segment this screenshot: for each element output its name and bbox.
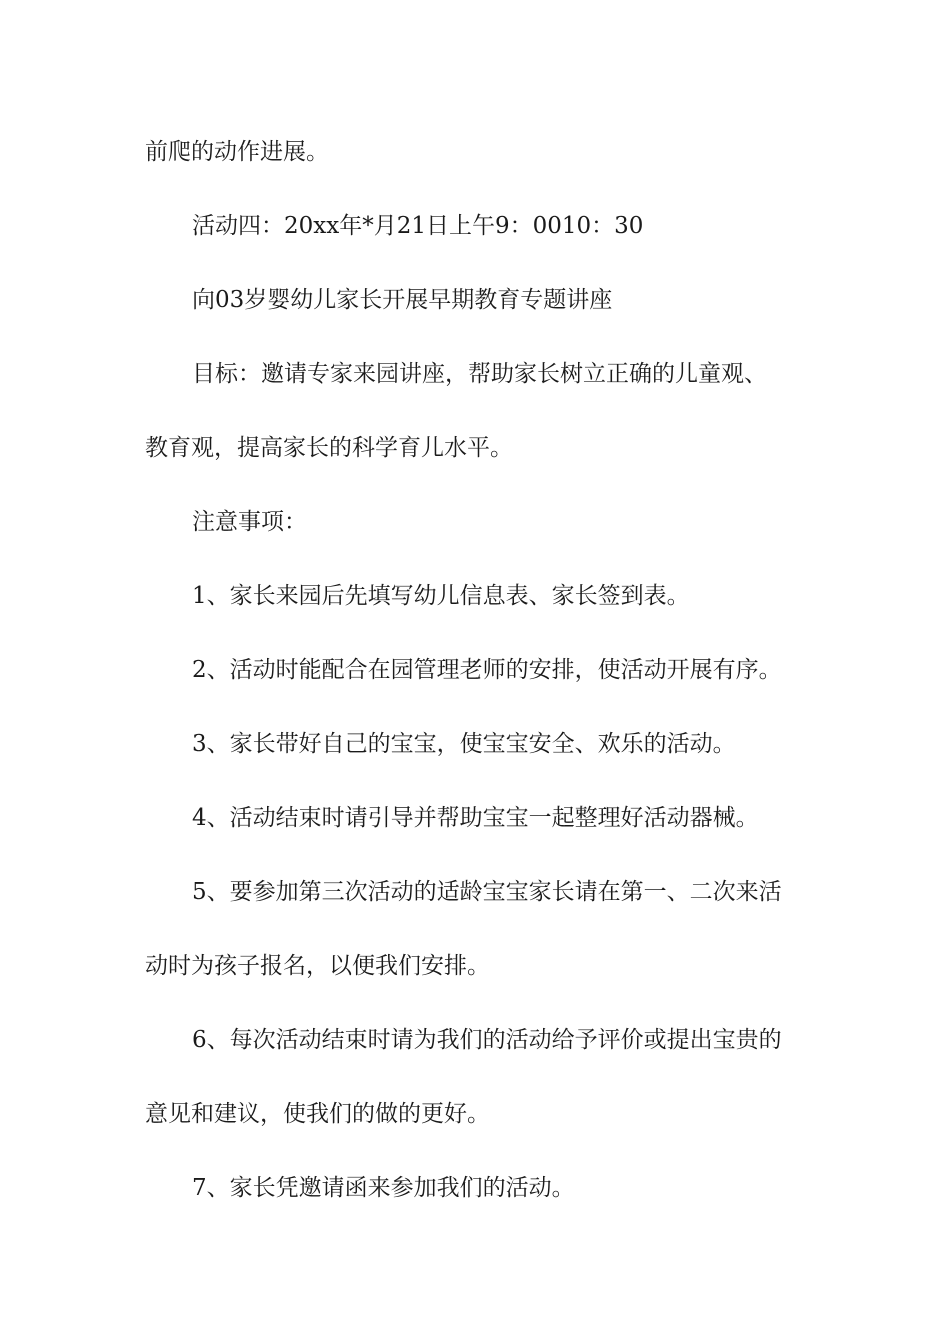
activity-heading: 活动四：20xx年*月21日上午9：0010：30 [192,213,644,239]
note-item-5-continued: 动时为孩子报名，以便我们安排。 [145,953,490,979]
text-line: 前爬的动作进展。 [145,139,329,165]
note-item-3: 3、家长带好自己的宝宝，使宝宝安全、欢乐的活动。 [192,731,736,757]
note-item-6-continued: 意见和建议，使我们的做的更好。 [145,1101,490,1127]
note-item-6: 6、每次活动结束时请为我们的活动给予评价或提出宝贵的 [192,1027,782,1053]
note-item-7: 7、家长凭邀请函来参加我们的活动。 [192,1175,575,1201]
note-item-2: 2、活动时能配合在园管理老师的安排，使活动开展有序。 [192,657,782,683]
note-item-4: 4、活动结束时请引导并帮助宝宝一起整理好活动器械。 [192,805,759,831]
note-item-5: 5、要参加第三次活动的适龄宝宝家长请在第一、二次来活 [192,879,782,905]
activity-title: 向03岁婴幼儿家长开展早期教育专题讲座 [192,287,613,313]
goal-paragraph-continued: 教育观，提高家长的科学育儿水平。 [145,435,513,461]
notes-heading: 注意事项： [192,509,307,535]
goal-paragraph: 目标：邀请专家来园讲座，帮助家长树立正确的儿童观、 [192,361,767,387]
document-body [145,127,810,1237]
note-item-1: 1、家长来园后先填写幼儿信息表、家长签到表。 [192,583,690,609]
